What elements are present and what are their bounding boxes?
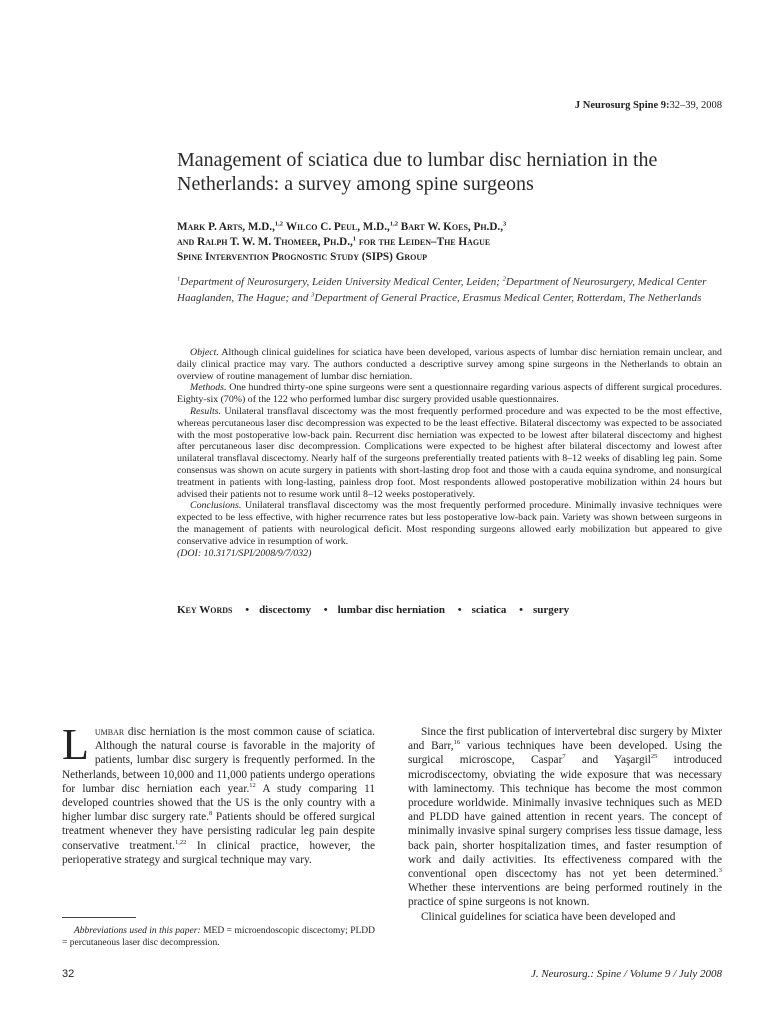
journal-name: J Neurosurg Spine (574, 100, 659, 111)
body-paragraph (62, 720, 375, 867)
author-affiliation-mark: 1 (352, 235, 357, 243)
keyword-separator: • (323, 604, 328, 616)
body-paragraph: Clinical guidelines for sciatica have been developed and (421, 910, 676, 923)
keyword: discectomy (259, 604, 311, 616)
abstract-methods-text: One hundred thirty-one spine surgeons were sent a questionnaire regarding various aspects of different surgical procedures. Eighty-six (70%) of the 122 who performed lumbar disc surgery provided usable questionnaires. (177, 382, 722, 406)
citation-ref: 3 (718, 867, 722, 875)
author-affiliation-mark: 1,2 (389, 220, 398, 228)
body-paragraph (408, 725, 722, 910)
drop-cap: L (62, 720, 89, 769)
study-group-name: Spine Intervention Prognostic Study (177, 251, 359, 263)
affiliation-text: Department of Neurosurgery, Medical Center Haaglanden, The Hague; and (177, 276, 707, 304)
body-text: and Yaşargil (565, 754, 651, 767)
abstract-object-label: Object. (190, 347, 219, 358)
body-text: various techniques have been developed. Using the surgical microscope, Caspar (408, 740, 722, 767)
footnote-rule (62, 917, 136, 918)
affiliation-mark: 2 (502, 275, 506, 283)
footnote-paragraph (62, 925, 375, 949)
body-column-right (408, 725, 722, 924)
author-name: Bart W. Koes, Ph.D., (400, 221, 504, 233)
author-affiliation-mark: 3 (503, 220, 507, 228)
journal-volume: 9: (660, 100, 670, 111)
abstract-object (177, 347, 722, 382)
footnote-text: MED = microendoscopic discectomy; PLDD = percutaneous laser disc decompression. (62, 926, 375, 948)
journal-pages-year: 32–39, 2008 (669, 100, 722, 111)
affiliation-text: Department of Neurosurgery, Leiden University Medical Center, Leiden; (180, 276, 503, 288)
author-affiliation-mark: 1,2 (274, 220, 284, 228)
abstract-methods-label: Methods. (190, 382, 227, 394)
abstract (177, 347, 722, 559)
abstract-results (177, 406, 722, 500)
affiliations (177, 275, 722, 306)
affiliation-mark: 3 (311, 290, 315, 298)
body-text: Since the first publication of intervertebral disc surgery by Mixter and Barr, (408, 726, 722, 753)
keywords-label: Key Words (177, 604, 233, 616)
affiliation-text: Department of General Practice, Erasmus Medical Center, Rotterdam, The Netherlands (314, 291, 702, 304)
author-conjunction: and (177, 236, 195, 248)
citation-ref: 7 (562, 753, 566, 761)
abstract-methods (177, 382, 722, 406)
body-text: introduced microdiscectomy, obviating the wide exposure that was necessary with laminectomy. This technique has become the most common procedure worldwide. Minimally invasive techniques such as MED and PLDD have gained attention in recent years. The concept of minimally invasive spinal surgery comprises less tissue damage, less back pain, shorter hospitalization times, and faster resumption of work and daily activities. Its effectiveness compared with the conventional open discectomy has not yet been determined. (408, 754, 722, 881)
study-group-suffix: Group (395, 251, 428, 263)
body-text: In clinical practice, however, the perioperative strategy and surgical technique may vary. (62, 839, 375, 866)
journal-citation (430, 100, 722, 111)
abstract-conclusions-text: Unilateral transflaval discectomy was the most frequently performed procedure. Minimally invasive techniques were expected to be less effective, with higher recurrence rates but less postoperative low-back pain. Variety was shown between surgeons in the management of patients with neurological deficit. Most responding surgeons allowed early mobilization but appeared to give conservative advice in resumption of work. (177, 500, 722, 547)
abstract-conclusions-label: Conclusions. (190, 500, 242, 512)
article-title: Management of sciatica due to lumbar disc herniation in the Netherlands: a survey among spine surgeons (177, 149, 658, 195)
keyword: lumbar disc herniation (337, 604, 445, 616)
body-text: Patients should be offered surgical treatment whenever they have persisting radicular leg pain despite conservative treatment. (62, 811, 375, 852)
study-group-prefix: for the Leiden–The Hague (358, 236, 491, 248)
author-name: Ralph T. W. M. Thomeer, Ph.D., (197, 236, 353, 248)
author-name: Mark P. Arts, M.D., (177, 221, 275, 233)
lead-in: umbar (94, 726, 125, 738)
body-text: Whether these interventions are being performed routinely in the practice of spine surgeons is not known. (408, 882, 722, 909)
abstract-results-text: Unilateral transflaval discectomy was the most frequently performed procedure and was expected to be the most effective, whereas percutaneous laser disc decompression was expected to be the least effective. Bilateral discectomy was expected to be associated with the most postoperative low-back pain. Recurrent disc herniation was expected to be lowest after bilateral discectomy and highest after percutaneous laser disc decompression. Complications were expected to be highest after bilateral discectomy and lowest after unilateral transflaval discectomy. Nearly half of the surgeons preferentially treated patients with 8–12 weeks of disabling leg pain. Some consensus was shown on acute surgery in patients with short-lasting drop foot and those with a cauda equina syndrome, and nonsurgical treatment in patients with long-lasting, painless drop foot. Most respondents allowed postoperative mobilization within 24 hours but advised their patients not to resume work until 8–12 weeks postoperatively. (177, 405, 722, 500)
abstract-results-label: Results. (190, 405, 221, 417)
author-list (177, 220, 722, 265)
running-footer: J. Neurosurg.: Spine / Volume 9 / July 2008 (530, 968, 722, 980)
body-text: disc herniation is the most common cause of sciatica. Although the natural course is favorable in the majority of patients, lumbar disc surgery is frequently performed. In the Netherlands, between 10,000 and 11,000 patients undergo operations for lumbar disc herniation each year. (62, 726, 375, 795)
citation-ref: 12 (249, 782, 256, 790)
citation-ref: 16 (453, 739, 461, 747)
footnote (62, 925, 375, 949)
keyword-separator: • (245, 604, 250, 616)
abstract-conclusions (177, 500, 722, 547)
footnote-label: Abbreviations used in this paper: (74, 926, 201, 936)
citation-ref: 8 (209, 810, 213, 818)
study-group-abbreviation: (SIPS) (361, 251, 393, 263)
keyword-separator: • (519, 604, 524, 616)
body-text: A study comparing 11 developed countries showed that the US is the only country with a higher lumbar disc surgery rate. (62, 782, 375, 824)
keyword-separator: • (457, 604, 462, 616)
citation-ref: 1,22 (175, 838, 187, 846)
affiliation-mark: 1 (177, 275, 181, 283)
citation-ref: 25 (650, 753, 658, 761)
keyword: sciatica (471, 604, 507, 616)
keywords (177, 604, 722, 616)
doi: (DOI: 10.3171/SPI/2008/9/7/032) (177, 547, 312, 559)
author-name: Wilco C. Peul, M.D., (285, 221, 390, 233)
body-column-left (62, 720, 375, 867)
keyword: surgery (533, 604, 570, 616)
abstract-object-text: Although clinical guidelines for sciatica have been developed, various aspects of lumbar disc herniation remain unclear, and daily clinical practice may vary. The authors conducted a descriptive survey among spine surgeons in the Netherlands to obtain an overview of routine management of lumbar disc herniation. (177, 347, 722, 382)
page-number: 32 (62, 968, 75, 980)
